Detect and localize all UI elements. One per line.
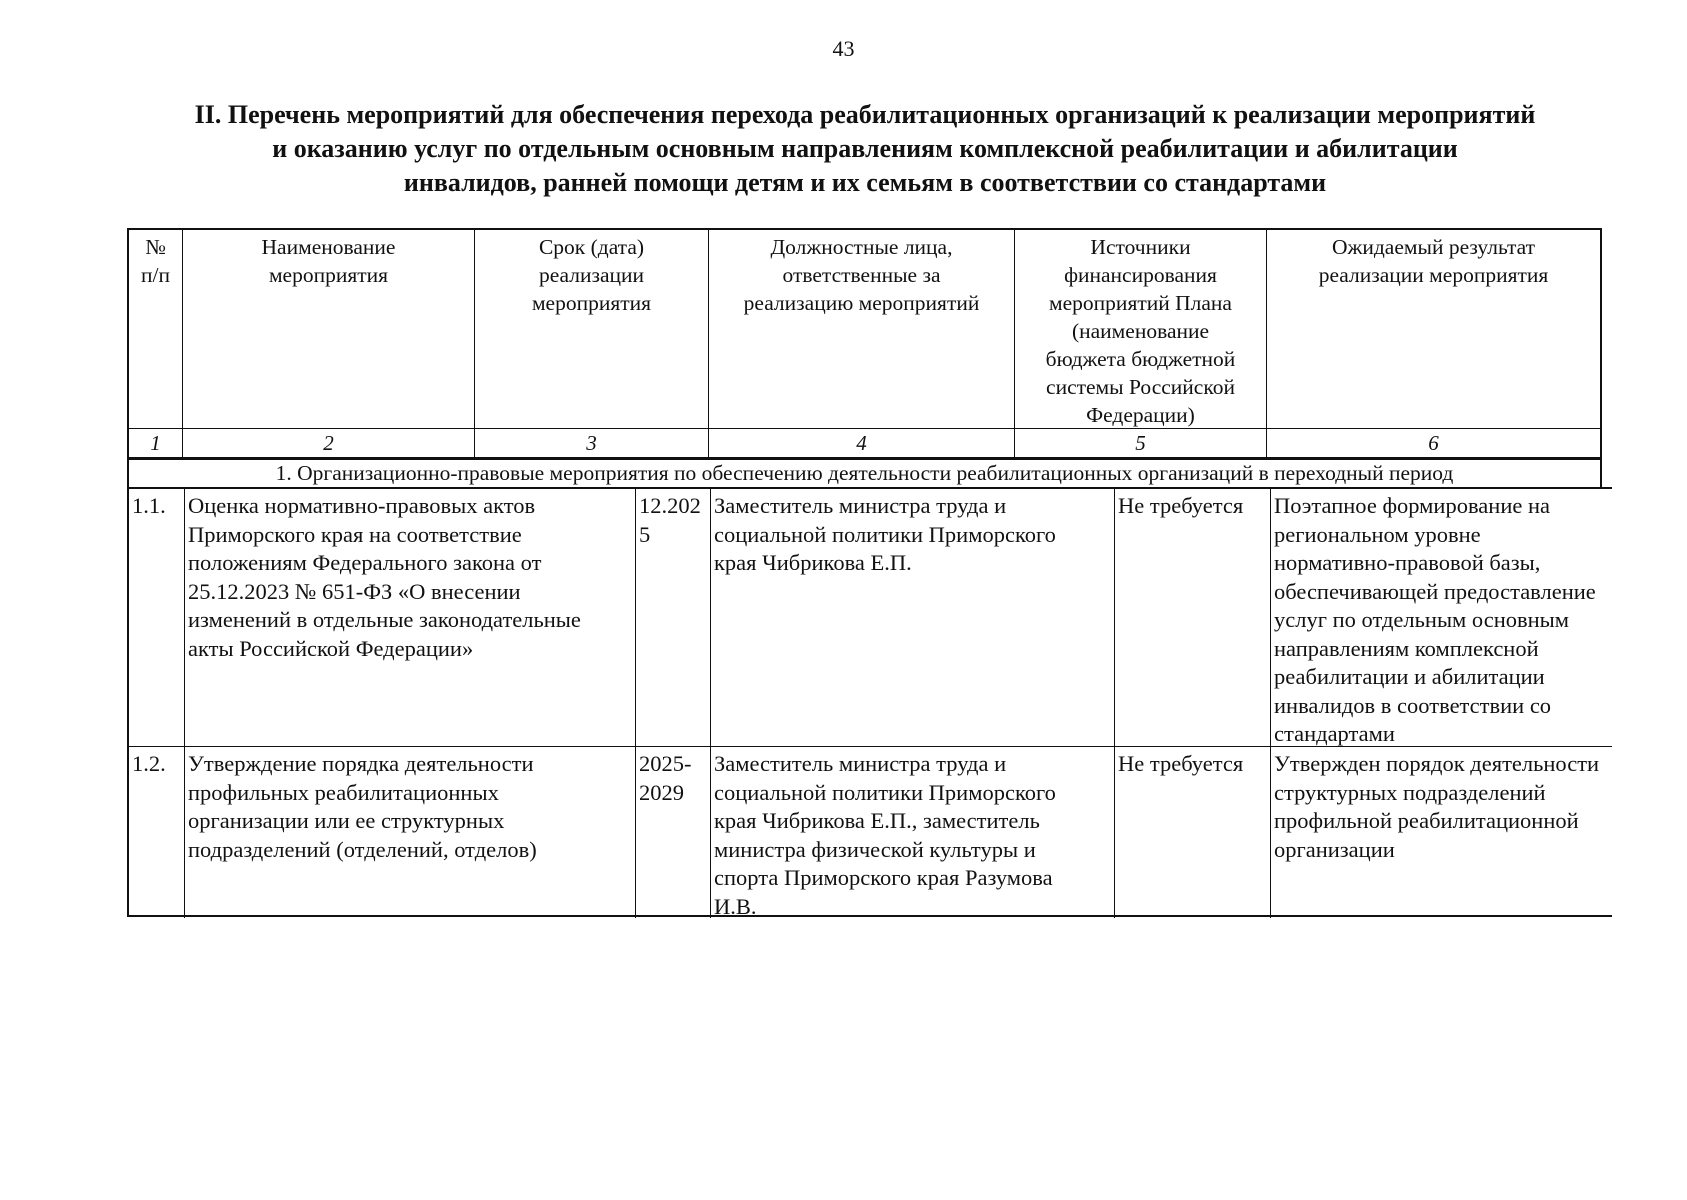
document-title (120, 98, 1610, 200)
row-number: 1.2. (129, 747, 185, 918)
table-row (129, 489, 1612, 746)
header-result: Ожидаемый результат реализации мероприятия (1318, 235, 1549, 287)
column-number-5: 5 (1015, 429, 1267, 457)
column-number-3: 3 (475, 429, 709, 457)
title-line-2: и оказанию услуг по отдельным основным направлениям комплексной реабилитации и абилитации (272, 134, 1458, 163)
page-number: 43 (832, 36, 855, 61)
title-line-1: II. Перечень мероприятий для обеспечения перехода реабилитационных организаций к реализации мероприятий (194, 100, 1536, 129)
header-responsible: Должностные лица, ответственные за реализацию мероприятий (709, 230, 1015, 428)
row-term: 12.202 5 (636, 489, 711, 746)
column-number-4: 4 (709, 429, 1015, 457)
header-funding: Источники финансирования мероприятий Плана (наименование бюджета бюджетной системы Российской Федерации) (1015, 230, 1267, 428)
row-event-name: Утверждение порядка деятельности профильных реабилитационных организации или ее структурных подразделений (отделений, отделов) (185, 747, 636, 918)
row-funding: Не требуется (1115, 747, 1271, 918)
row-responsible: Заместитель министра труда и социальной политики Приморского края Чибрикова Е.П. (711, 489, 1115, 746)
row-funding: Не требуется (1115, 489, 1271, 746)
row-result: Утвержден порядок деятельности структурных подразделений профильной реабилитационной организации (1274, 751, 1600, 862)
title-line-3: инвалидов, ранней помощи детям и их семьям в соответствии со стандартами (403, 168, 1327, 197)
section-title: 1. Организационно-правовые мероприятия по обеспечению деятельности реабилитационных организаций в переходный период (127, 460, 1602, 487)
row-event-name: Оценка нормативно-правовых актов Приморского края на соответствие положениям Федерального закона от 25.12.2023 № 651-ФЗ «О внесении изменений в отдельные законодательные акты Российской Федерации» (185, 489, 636, 746)
row-number: 1.1. (129, 489, 185, 746)
column-number-1: 1 (129, 429, 183, 457)
column-number-row (129, 428, 1600, 458)
row-responsible: Заместитель министра труда и социальной политики Приморского края Чибрикова Е.П., заместитель министра физической культуры и спорта Приморского края Разумова И.В. (711, 747, 1115, 918)
row-result: Поэтапное формирование на региональном уровне нормативно-правовой базы, обеспечивающей предоставление услуг по отдельным основным направлениям комплексной реабилитации и абилитации инвалидов в соответствии со стандартами (1274, 493, 1596, 746)
column-number-6: 6 (1428, 431, 1439, 455)
table-body (127, 487, 1612, 917)
header-number: № п/п (129, 230, 183, 428)
column-number-2: 2 (183, 429, 475, 457)
header-event-name: Наименование мероприятия (183, 230, 475, 428)
row-term: 2025- 2029 (636, 747, 711, 918)
header-term: Срок (дата) реализации мероприятия (475, 230, 709, 428)
table-header (127, 228, 1602, 460)
table-row (129, 746, 1612, 918)
